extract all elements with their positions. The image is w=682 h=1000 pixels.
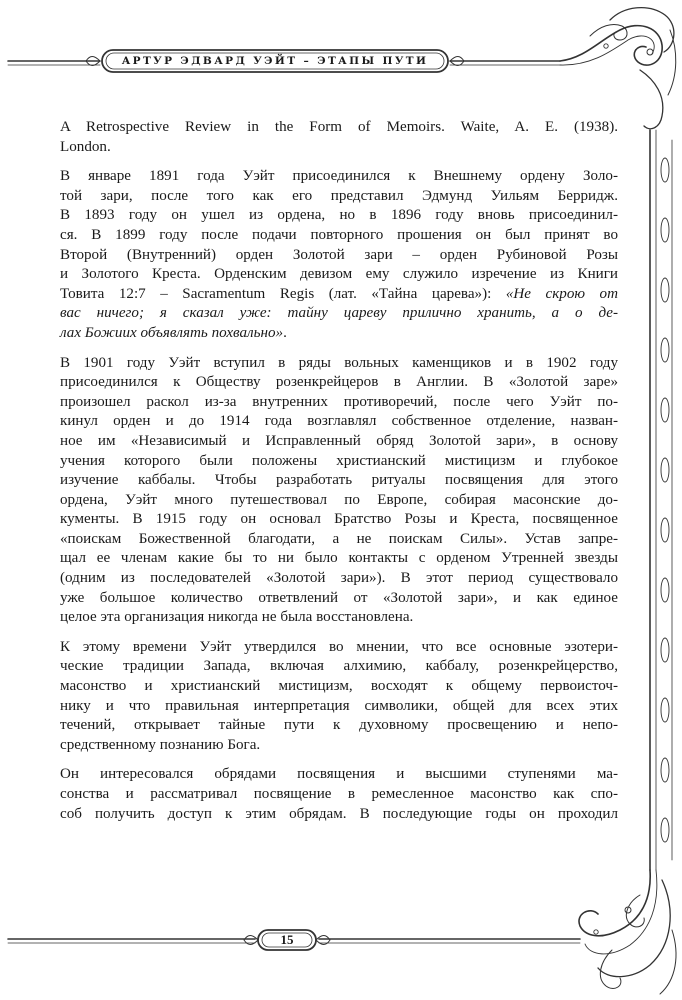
page-body: [60, 118, 618, 834]
bible-quote: «Не скрою от: [505, 285, 618, 302]
text-line: уже большое количество ответвлений от «Золотой зари», и как единое: [60, 589, 618, 606]
text-line: ся. В 1899 году после подачи повторного прошения он был принят во: [60, 226, 618, 243]
text-line: кументы. В 1915 году он основал Братство Розы и Креста, посвященное: [60, 511, 618, 528]
text-line: [60, 285, 618, 305]
text-line: Он интересовался обрядами посвящения и высшими ступенями ма-: [60, 766, 618, 783]
text-line: (одним из последователей «Золотой зари»). В этот период существовало: [60, 570, 618, 587]
paragraph-esoteric-traditions: [60, 638, 618, 756]
text-line: изучение каббалы. Чтобы разработать ритуалы посвящения для этого: [60, 472, 618, 489]
text-line: масонство и христианский мистицизм, восходят к общему первоисточ-: [60, 678, 618, 695]
line-text: Товита 12:7 – Sacramentum Regis (лат. «Тайна царева»):: [60, 285, 506, 302]
running-header: АРТУР ЭДВАРД УЭЙТ – ЭТАПЫ ПУТИ: [121, 55, 429, 67]
text-line: щал ее членам какие бы то ни было контакты с орденом Утренней звезды: [60, 550, 618, 567]
text-line: присоединился к Обществу розенкрейцеров в Англии. В «Золотой заре»: [60, 374, 618, 391]
text-line: «поискам Божественной благодати, а не поискам Силы». Устав запре-: [60, 530, 618, 547]
text-line: London.: [60, 138, 111, 155]
text-line: В 1901 году Уэйт вступил в ряды вольных каменщиков и в 1902 году: [60, 354, 618, 371]
text-line: соб получить доступ к этим обрядам. В последующие годы он проходил: [60, 805, 618, 822]
text-line: ное им «Независимый и Исправленный обряд Золотой зари», в основу: [60, 432, 618, 449]
text-line: Второй (Внутренний) орден Золотой зари – орден Рубиновой Розы: [60, 246, 618, 263]
paragraph-initiation: [60, 765, 618, 824]
text-line: течений, открывает тайные пути к духовному просвещению и непо-: [60, 717, 618, 734]
bible-quote: вас ничего; я сказал уже: тайну цареву прилично хранить, а о де-: [60, 305, 618, 322]
text-line: К этому времени Уэйт утвердился во мнении, что все основные эзотери-: [60, 638, 618, 655]
text-line: той зари, после того как его представил Эдмунд Уильям Берридж.: [60, 187, 618, 204]
text-line: ческие традиции Запада, включая алхимию, каббалу, розенкрейцерство,: [60, 658, 618, 675]
bible-quote: лах Божиих объявлять похвально»: [60, 324, 284, 341]
text-line: произошел раскол из-за внутренних противоречий, после чего Уэйт по-: [60, 393, 618, 410]
text-line: средственному познанию Бога.: [60, 736, 261, 753]
text-line: сонства и рассматривал посвящение в ремесленное масонство как спо-: [60, 786, 618, 802]
page-number: 15: [280, 932, 294, 947]
text-line: В январе 1891 года Уэйт присоединился к Внешнему ордену Золо-: [60, 168, 618, 185]
text-line: учения которого были положены христианский мистицизм и глубокое: [60, 452, 618, 469]
text-line: [60, 324, 618, 344]
text-line: нику и что правильная интерпретация символики, общей для всех этих: [60, 697, 618, 714]
text-line: кинул орден и до 1914 года возглавлял собственное отделение, назван-: [60, 413, 618, 430]
text-line: и Золотого Креста. Орденским девизом ему служило изречение из Книги: [60, 266, 618, 283]
paragraph-reference: [60, 118, 618, 157]
line-text: .: [283, 324, 287, 341]
text-line: A Retrospective Review in the Form of Memoirs. Waite, A. E. (1938).: [60, 119, 618, 135]
text-line: ордена, Уэйт много путешествовал по Европе, собирая масонские до-: [60, 491, 618, 508]
text-line: целое эта организация никогда не была восстановлена.: [60, 609, 414, 626]
paragraph-freemasonry: [60, 354, 618, 628]
text-line: [60, 304, 618, 324]
text-line: В 1893 году он ушел из ордена, но в 1896 году вновь присоединил-: [60, 207, 618, 224]
paragraph-golden-dawn: [60, 167, 618, 343]
